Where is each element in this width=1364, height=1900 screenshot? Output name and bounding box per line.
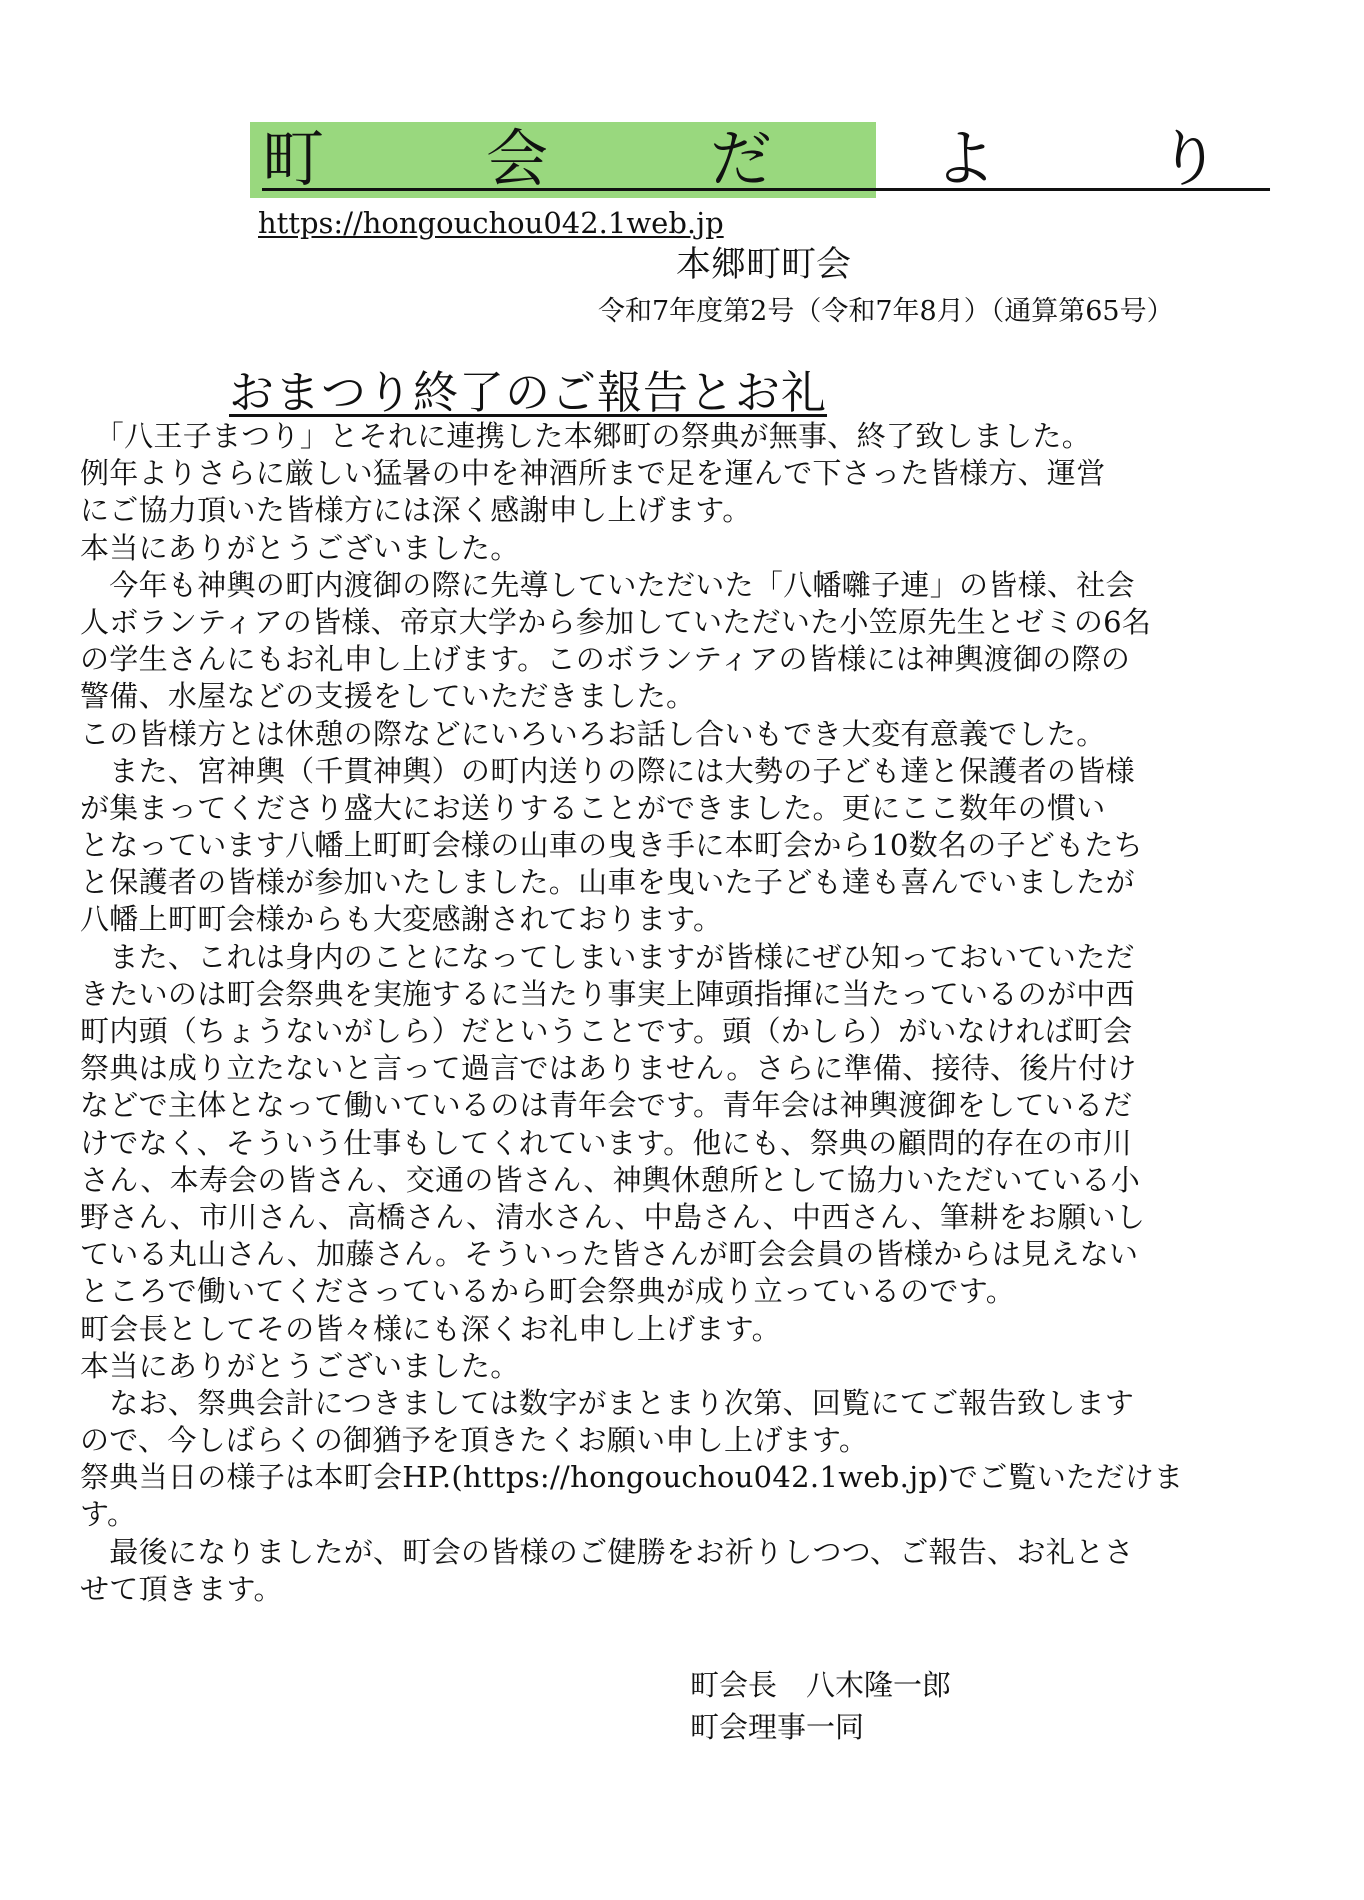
body-line: 最後になりましたが、町会の皆様のご健勝をお祈りしつつ、ご報告、お礼とさ [80, 1534, 1134, 1569]
body-line: 本当にありがとうございました。 [80, 530, 520, 565]
body-line: 今年も神輿の町内渡御の際に先導していただいた「八幡囃子連」の皆様、社会 [80, 567, 1135, 602]
body-line: の学生さんにもお礼申し上げます。このボランティアの皆様には神輿渡御の際の [80, 642, 1131, 677]
website-url: https://hongouchou042.1web.jp [258, 206, 724, 240]
body-line: せて頂きます。 [80, 1571, 283, 1606]
issue-number: 令和7年度第2号（令和7年8月）（通算第65号） [598, 296, 1174, 327]
organization-name: 本郷町町会 [676, 245, 852, 285]
body-line: 本当にありがとうございました。 [80, 1348, 520, 1383]
signature-chairman: 町会長 八木隆一郎 [690, 1668, 952, 1702]
newsletter-title: 町 会 だ よ り [262, 122, 1271, 195]
signature-board: 町会理事一同 [690, 1710, 865, 1744]
body-line: 警備、水屋などの支援をしていただきました。 [80, 679, 696, 714]
body-line: さん、本寿会の皆さん、交通の皆さん、神輿休憩所として協力いただいている小 [80, 1162, 1141, 1197]
body-line: す。 [80, 1497, 137, 1532]
body-line: が集まってくださり盛大にお送りすることができました。更にここ数年の慣い [80, 790, 1106, 825]
article-body [80, 418, 1260, 1608]
body-line: 「八王子まつり」とそれに連携した本郷町の祭典が無事、終了致しました。 [80, 419, 1092, 453]
body-line: 八幡上町町会様からも大変感謝されております。 [80, 902, 723, 937]
body-line: 人ボランティアの皆様、帝京大学から参加していただいた小笠原先生とゼミの6名 [80, 604, 1152, 639]
article-headline: おまつり終了のご報告とお礼 [229, 366, 828, 419]
body-line: 祭典当日の様子は本町会HP.(https://hongouchou042.1web.jp)でご覧いただけま [80, 1460, 1184, 1495]
body-line: にご協力頂いた皆様方には深く感謝申し上げます。 [80, 493, 752, 528]
body-line: 町内頭（ちょうないがしら）だということです。頭（かしら）がいなければ町会 [80, 1014, 1133, 1048]
body-line: と保護者の皆様が参加いたしました。山車を曳いた子ども達も喜んでいましたが [80, 865, 1135, 900]
body-line: 例年よりさらに厳しい猛暑の中を神酒所まで足を運んで下さった皆様方、運営 [80, 456, 1106, 491]
body-line: なお、祭典会計につきましては数字がまとまり次第、回覧にてご報告致します [80, 1385, 1135, 1420]
body-line: となっています八幡上町町会様の山車の曳き手に本町会から10数名の子どもたち [80, 828, 1144, 863]
body-line: きたいのは町会祭典を実施するに当たり事実上陣頭指揮に当たっているのが中西 [80, 976, 1135, 1011]
body-line: ている丸山さん、加藤さん。そういった皆さんが町会会員の皆様からは見えない [80, 1237, 1139, 1272]
body-line: けでなく、そういう仕事もしてくれています。他にも、祭典の顧問的存在の市川 [80, 1125, 1132, 1160]
body-line: ところで働いてくださっているから町会祭典が成り立っているのです。 [80, 1274, 1015, 1309]
signature-block [690, 1664, 951, 1748]
body-line: などで主体となって働いているのは青年会です。青年会は神輿渡御をしているだ [80, 1088, 1133, 1123]
body-line: この皆様方とは休憩の際などにいろいろお話し合いもでき大変有意義でした。 [80, 716, 1106, 751]
body-line: 野さん、市川さん、高橋さん、清水さん、中島さん、中西さん、筆耕をお願いし [80, 1199, 1146, 1234]
body-line: また、これは身内のことになってしまいますが皆様にぜひ知っておいていただ [80, 939, 1135, 974]
body-line: また、宮神輿（千貫神輿）の町内送りの際には大勢の子ども達と保護者の皆様 [80, 753, 1135, 788]
body-line: 祭典は成り立たないと言って過言ではありません。さらに準備、接待、後片付け [80, 1051, 1137, 1086]
body-line: ので、今しばらくの御猶予を頂きたくお願い申し上げます。 [80, 1423, 869, 1458]
body-line: 町会長としてその皆々様にも深くお礼申し上げます。 [80, 1311, 781, 1346]
masthead-banner [250, 122, 1271, 198]
